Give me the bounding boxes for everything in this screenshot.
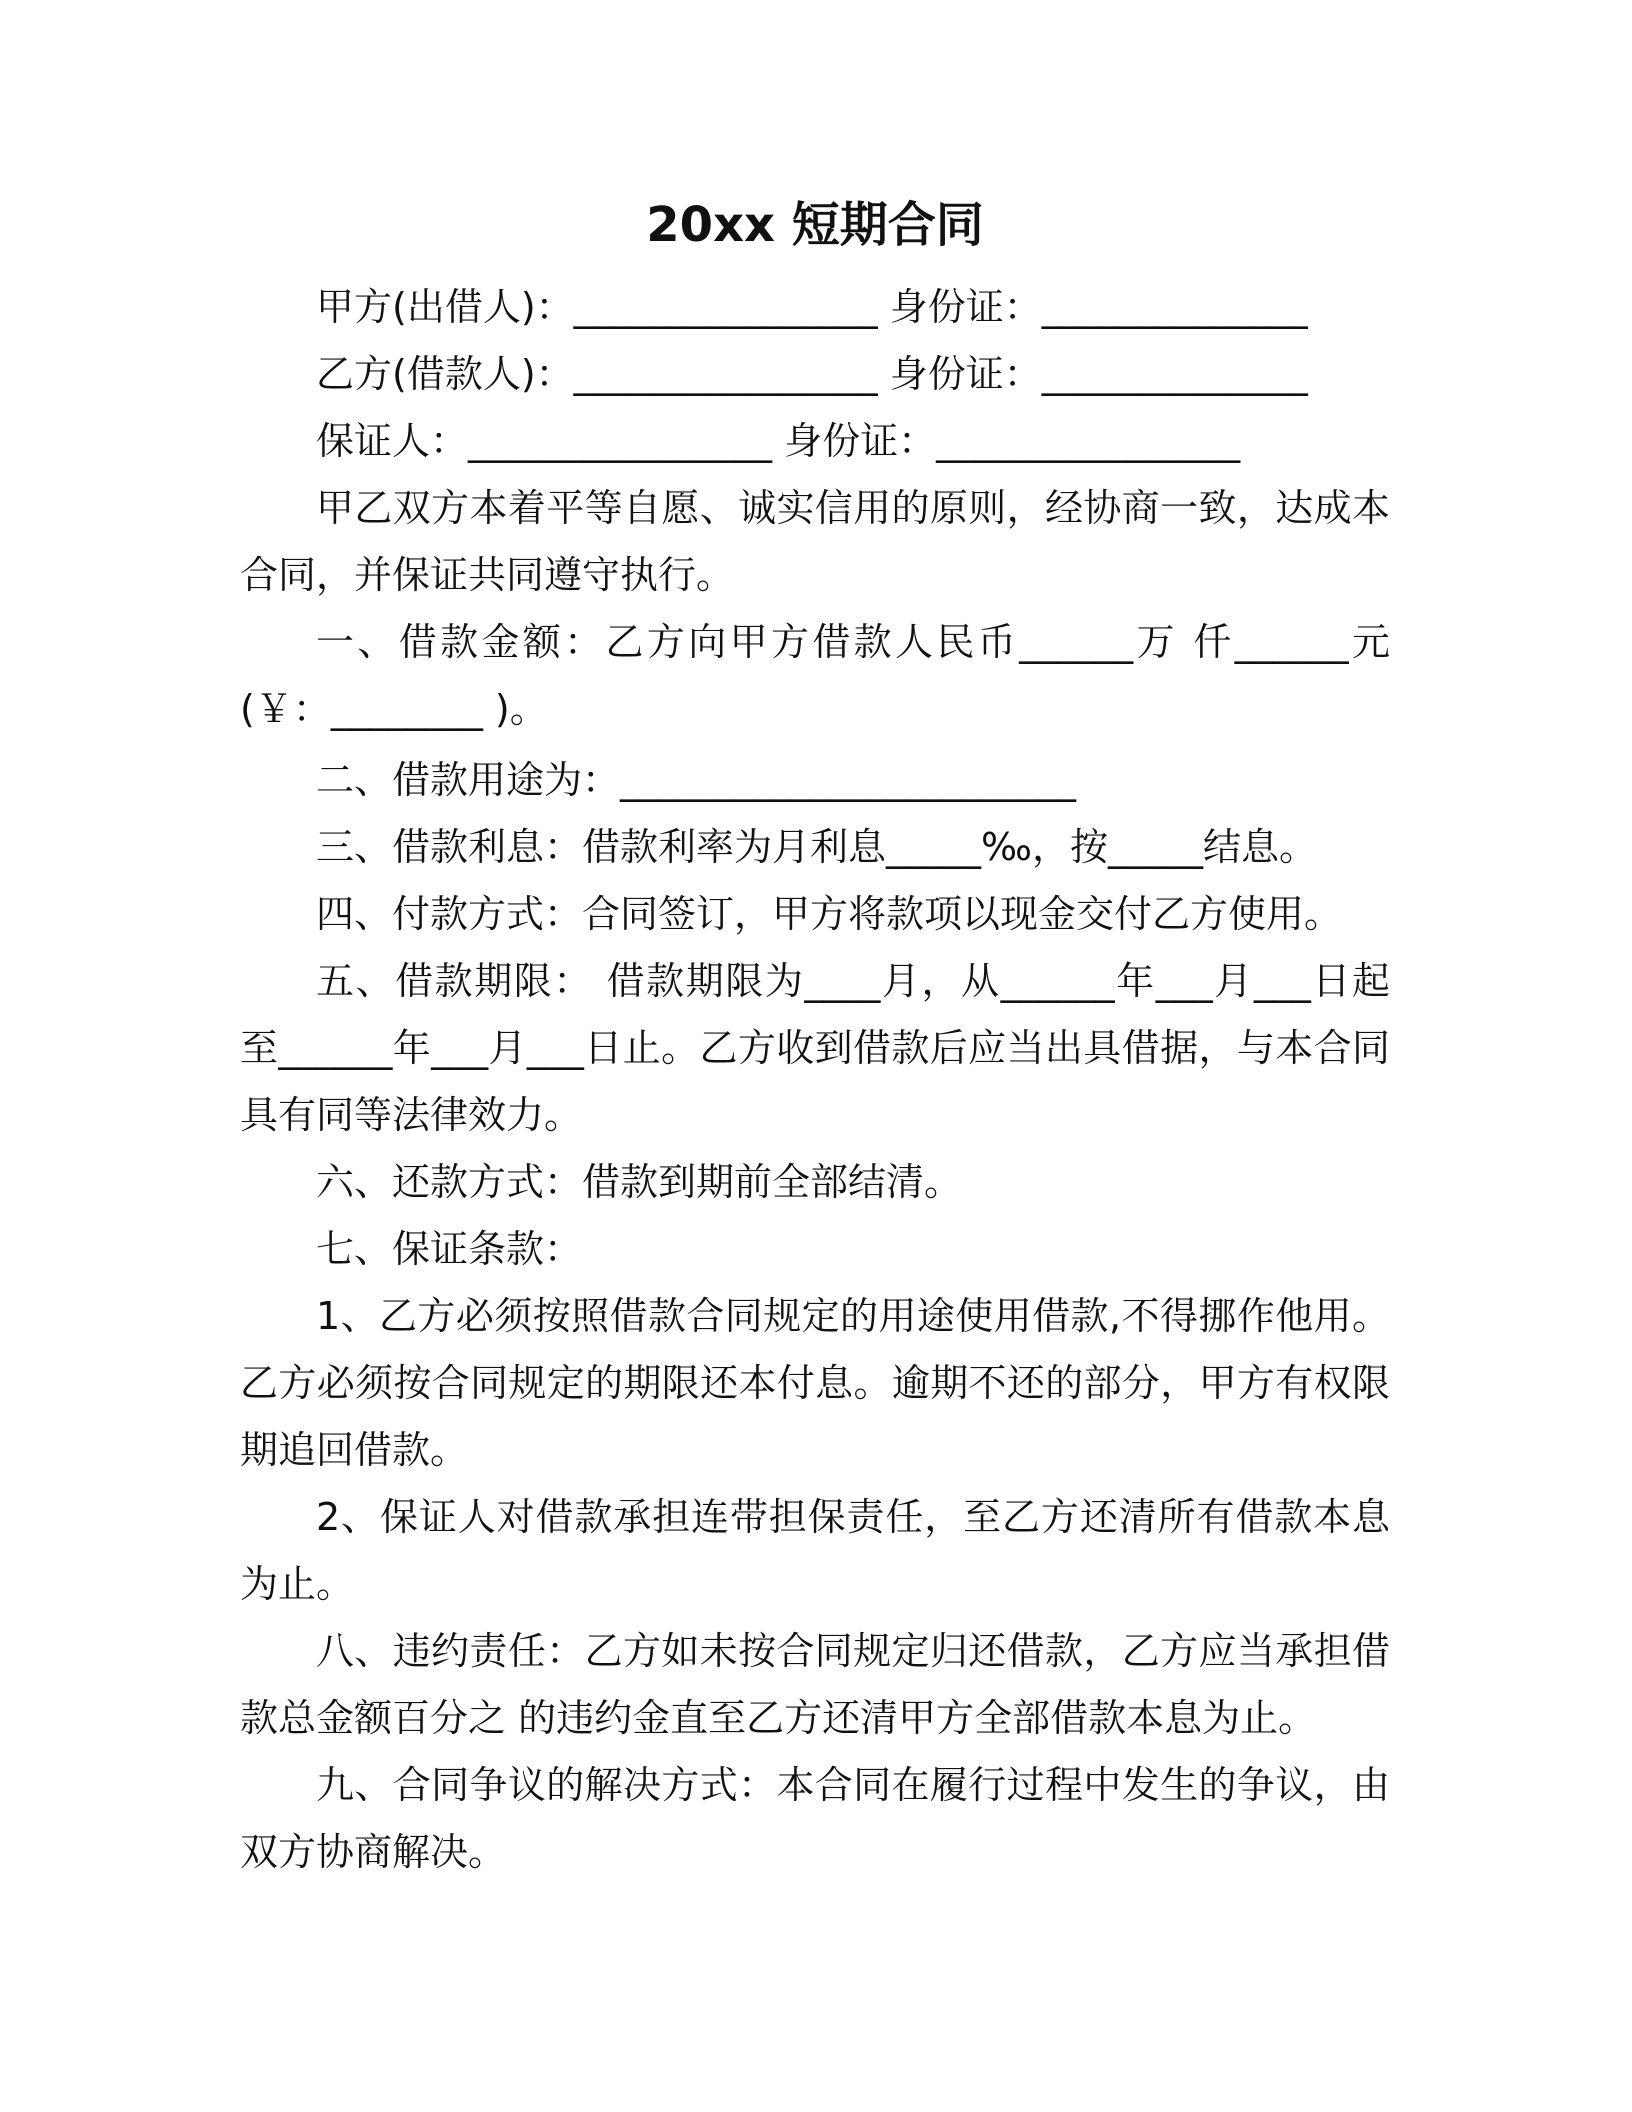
clause-guarantee-item-2: 2、保证人对借款承担连带担保责任，至乙方还清所有借款本息为止。: [240, 1495, 1390, 1606]
clause-loan-term: 五、借款期限： 借款期限为____月，从______年___月___日起至______年___月___日止。乙方收到借款后应当出具借据，与本合同具有同等法律效力。: [240, 959, 1390, 1137]
clause-loan-amount: 一、借款金额：乙方向甲方借款人民币______万 仟______元(￥：________ )。: [240, 620, 1390, 731]
borrower-line: 乙方(借款人)：________________ 身份证：______________: [316, 352, 1308, 396]
clause-loan-purpose: 二、借款用途为：________________________: [316, 758, 1077, 802]
clause-repayment-method: 六、还款方式：借款到期前全部结清。: [316, 1160, 963, 1204]
clause-dispute-resolution: 九、合同争议的解决方式：本合同在履行过程中发生的争议，由双方协商解决。: [240, 1763, 1390, 1874]
clause-payment-method: 四、付款方式：合同签订，甲方将款项以现金交付乙方使用。: [316, 892, 1343, 936]
document-title: 20xx 短期合同: [646, 197, 984, 253]
lender-line: 甲方(出借人)：________________ 身份证：______________: [316, 285, 1308, 329]
clause-guarantee-item-1: 1、乙方必须按照借款合同规定的用途使用借款,不得挪作他用。乙方必须按合同规定的期限还本付息。逾期不还的部分，甲方有权限期追回借款。: [240, 1294, 1390, 1472]
contract-page: [240, 190, 1390, 1886]
guarantor-line: 保证人：________________ 身份证：________________: [316, 419, 1241, 463]
clause-breach-liability: 八、违约责任：乙方如未按合同规定归还借款，乙方应当承担借款总金额百分之 的违约金直至乙方还清甲方全部借款本息为止。: [240, 1629, 1390, 1740]
intro-paragraph: 甲乙双方本着平等自愿、诚实信用的原则，经协商一致，达成本合同，并保证共同遵守执行。: [240, 486, 1390, 597]
clause-guarantee-heading: 七、保证条款：: [316, 1227, 583, 1271]
clause-loan-interest: 三、借款利息：借款利率为月利息_____‰，按_____结息。: [316, 825, 1317, 869]
